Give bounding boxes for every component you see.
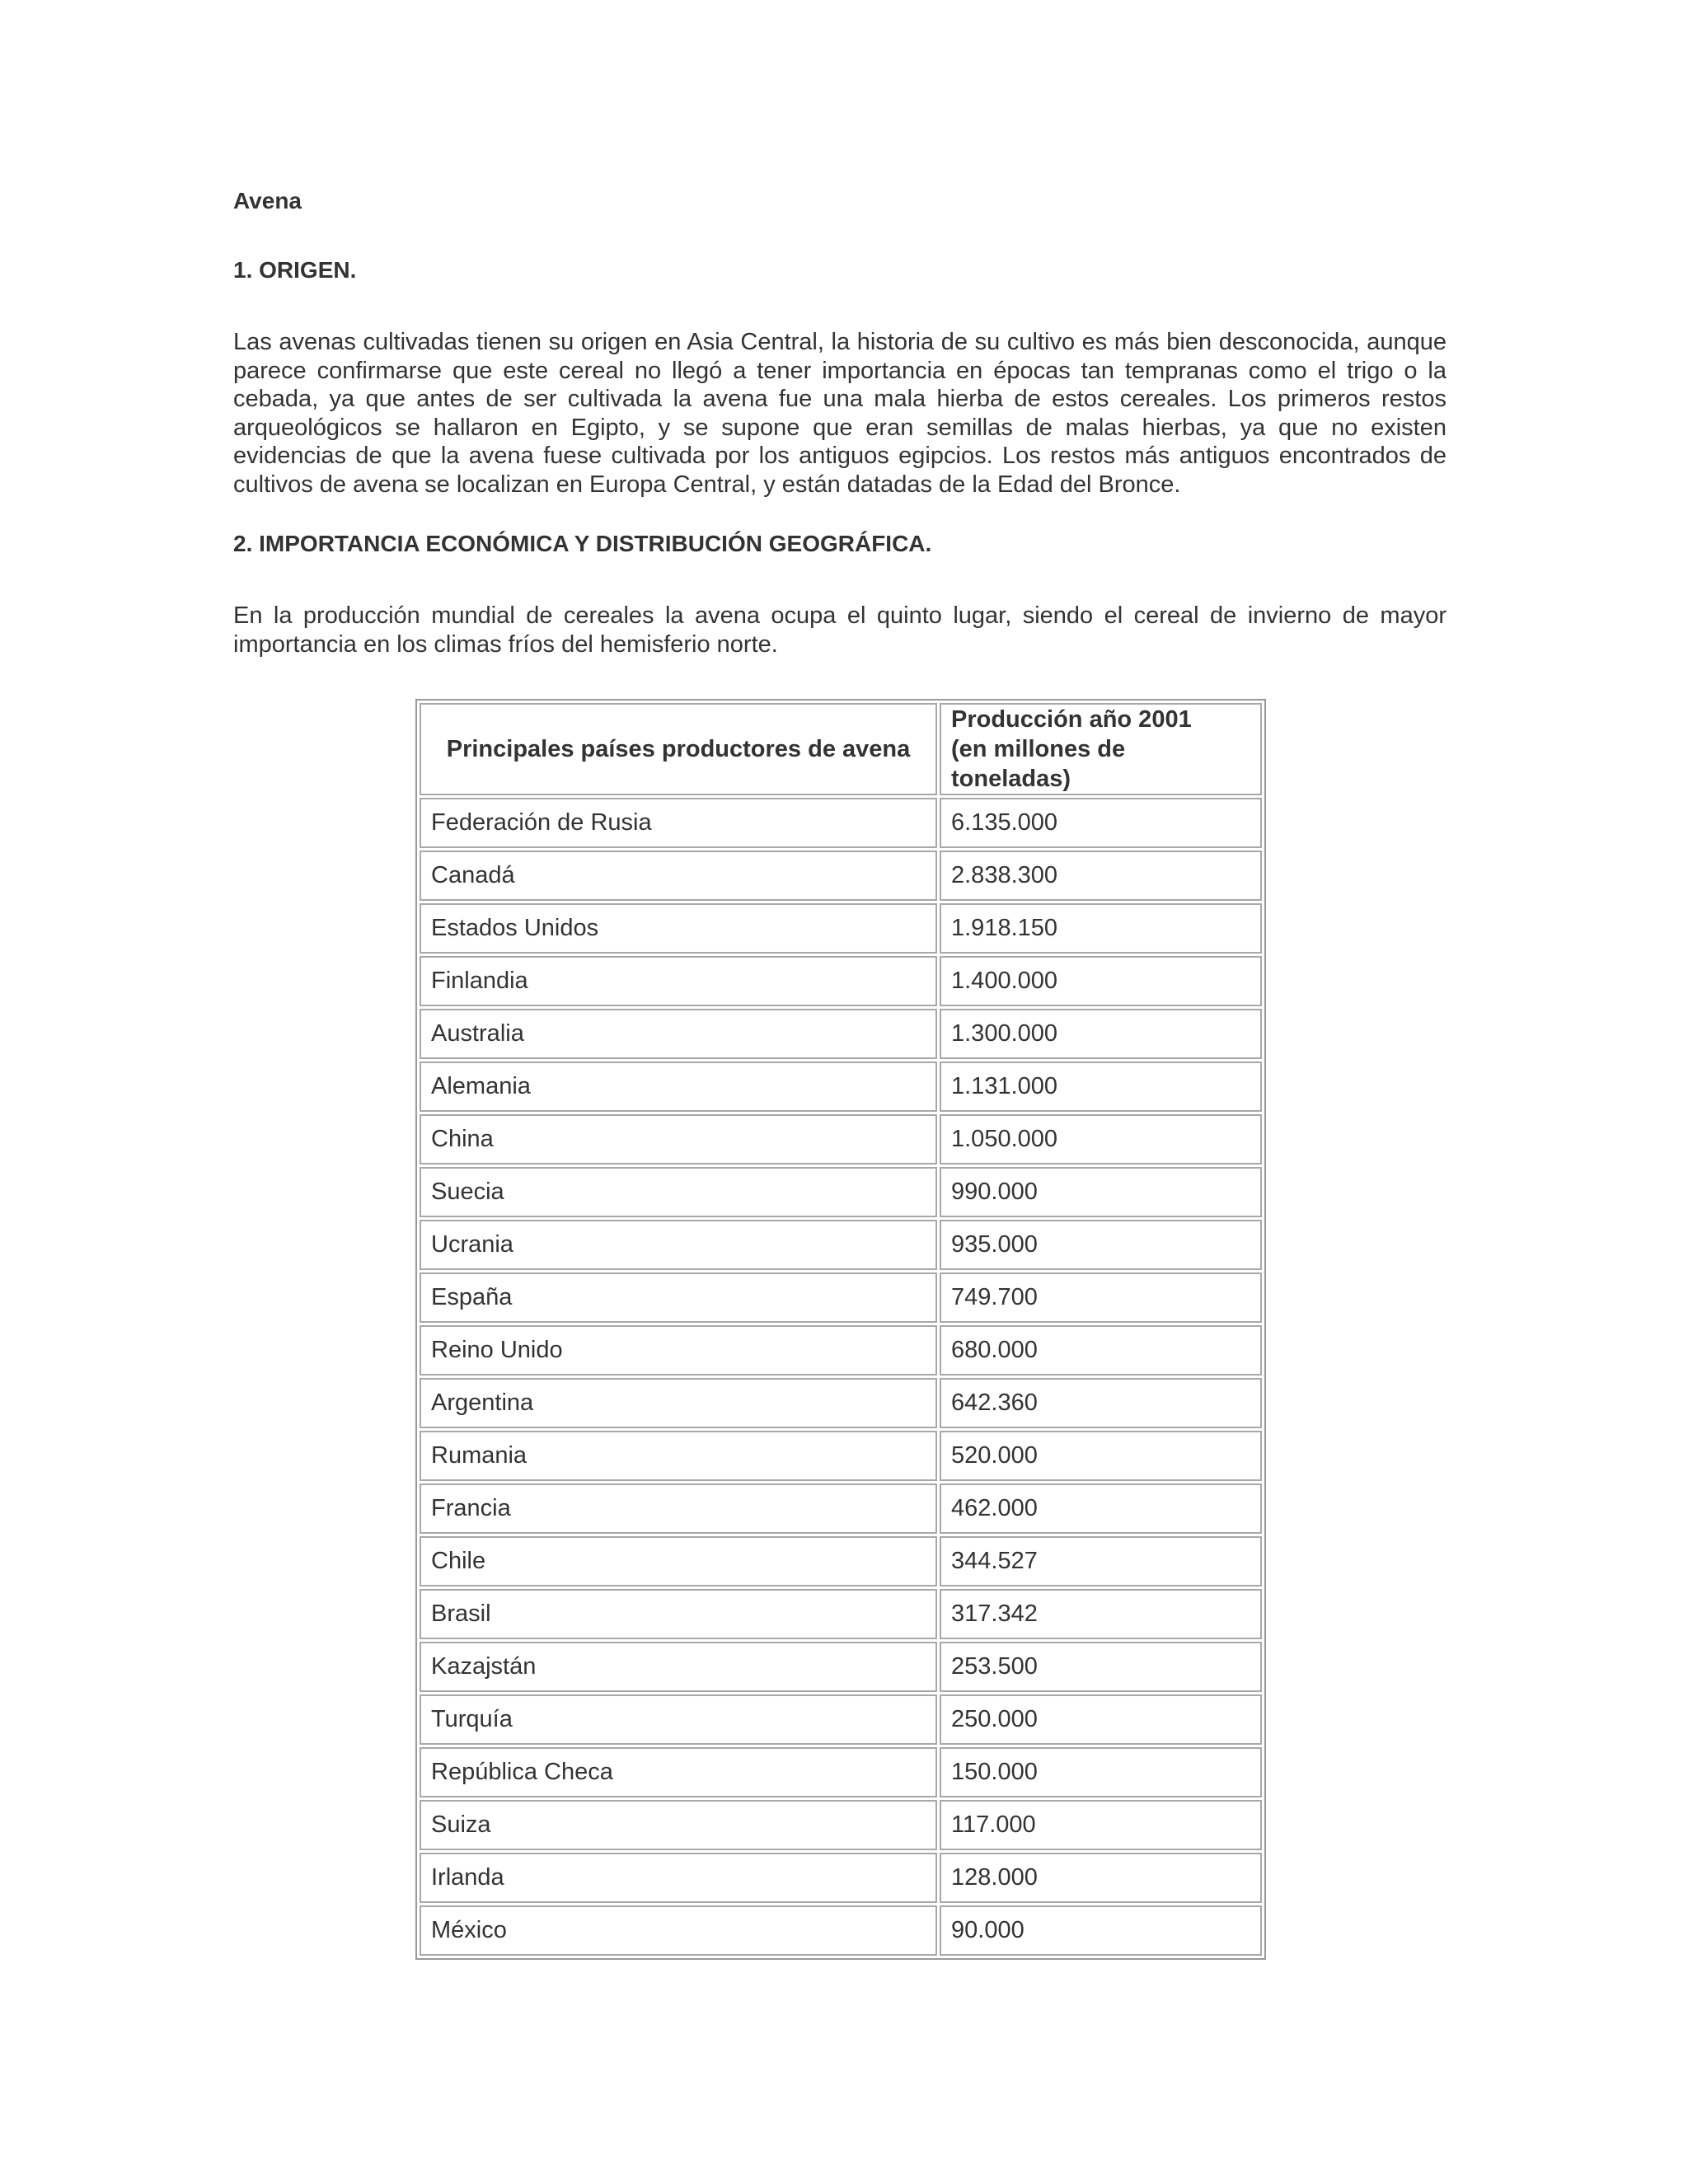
production-cell: 150.000	[940, 1747, 1262, 1797]
production-cell: 253.500	[940, 1642, 1262, 1692]
table-row	[420, 851, 1262, 901]
table-row	[420, 956, 1262, 1006]
production-cell: 6.135.000	[940, 798, 1262, 848]
country-cell: Kazajstán	[420, 1642, 937, 1692]
production-cell: 680.000	[940, 1325, 1262, 1376]
production-cell: 128.000	[940, 1853, 1262, 1903]
production-cell: 2.838.300	[940, 851, 1262, 901]
country-cell: Suiza	[420, 1800, 937, 1850]
header-country: Principales países productores de avena	[420, 703, 937, 795]
country-cell: Alemania	[420, 1062, 937, 1112]
table-row	[420, 903, 1262, 954]
table-row	[420, 1853, 1262, 1903]
table-row	[420, 1325, 1262, 1376]
country-cell: Finlandia	[420, 956, 937, 1006]
table-header-row	[420, 703, 1262, 795]
production-cell: 250.000	[940, 1694, 1262, 1745]
country-cell: Suecia	[420, 1167, 937, 1217]
table-row	[420, 1378, 1262, 1428]
production-cell: 117.000	[940, 1800, 1262, 1850]
country-cell: China	[420, 1114, 937, 1165]
production-cell: 1.300.000	[940, 1009, 1262, 1059]
section-heading-origen: 1. ORIGEN.	[233, 257, 357, 283]
table-row	[420, 1694, 1262, 1745]
country-cell: Irlanda	[420, 1853, 937, 1903]
table-row	[420, 1747, 1262, 1797]
table-row	[420, 1272, 1262, 1323]
production-cell: 1.050.000	[940, 1114, 1262, 1165]
production-cell: 1.131.000	[940, 1062, 1262, 1112]
production-table-container	[415, 699, 1266, 1960]
section-heading-importancia: 2. IMPORTANCIA ECONÓMICA Y DISTRIBUCIÓN GEOGRÁFICA.	[233, 531, 932, 556]
table-row	[420, 1536, 1262, 1586]
country-cell: Chile	[420, 1536, 937, 1586]
country-cell: Federación de Rusia	[420, 798, 937, 848]
table-row	[420, 1642, 1262, 1692]
document-title: Avena	[233, 188, 302, 213]
table-row	[420, 798, 1262, 848]
production-cell: 935.000	[940, 1220, 1262, 1270]
production-cell: 90.000	[940, 1905, 1262, 1956]
production-cell: 749.700	[940, 1272, 1262, 1323]
header-production-line1: Producción año 2001	[951, 706, 1192, 733]
table-row	[420, 1483, 1262, 1534]
country-cell: Reino Unido	[420, 1325, 937, 1376]
paragraph-importancia: En la producción mundial de cereales la avena ocupa el quinto lugar, siendo el cereal de invierno de mayor importancia en los climas fríos del hemisferio norte.	[233, 602, 1447, 658]
production-cell: 462.000	[940, 1483, 1262, 1534]
table-row	[420, 1009, 1262, 1059]
country-cell: Rumania	[420, 1431, 937, 1481]
table-row	[420, 1589, 1262, 1639]
paragraph-origen: Las avenas cultivadas tienen su origen en Asia Central, la historia de su cultivo es más bien desconocida, aunque parece confirmarse que este cereal no llegó a tener importancia en épocas tan tempranas como el trigo o la cebada, ya que antes de ser cultivada la avena fue una mala hierba de estos cereales. Los primeros restos arqueológicos se hallaron en Egipto, y se supone que eran semillas de malas hierbas, ya que no existen evidencias de que la avena fuese cultivada por los antiguos egipcios. Los restos más antiguos encontrados de cultivos de avena se localizan en Europa Central, y están datadas de la Edad del Bronce.	[233, 329, 1447, 498]
country-cell: Brasil	[420, 1589, 937, 1639]
production-cell: 642.360	[940, 1378, 1262, 1428]
country-cell: Australia	[420, 1009, 937, 1059]
country-cell: Estados Unidos	[420, 903, 937, 954]
header-production-line2: (en millones de toneladas)	[951, 736, 1126, 792]
country-cell: Ucrania	[420, 1220, 937, 1270]
table-row	[420, 1905, 1262, 1956]
country-cell: México	[420, 1905, 937, 1956]
production-cell: 344.527	[940, 1536, 1262, 1586]
table-row	[420, 1431, 1262, 1481]
table-row	[420, 1220, 1262, 1270]
table-row	[420, 1167, 1262, 1217]
production-cell: 520.000	[940, 1431, 1262, 1481]
country-cell: Canadá	[420, 851, 937, 901]
country-cell: Francia	[420, 1483, 937, 1534]
country-cell: España	[420, 1272, 937, 1323]
country-cell: Turquía	[420, 1694, 937, 1745]
production-table	[415, 699, 1266, 1960]
table-row	[420, 1800, 1262, 1850]
country-cell: Argentina	[420, 1378, 937, 1428]
production-cell: 990.000	[940, 1167, 1262, 1217]
production-cell: 317.342	[940, 1589, 1262, 1639]
production-cell: 1.400.000	[940, 956, 1262, 1006]
table-row	[420, 1062, 1262, 1112]
country-cell: República Checa	[420, 1747, 937, 1797]
table-row	[420, 1114, 1262, 1165]
production-cell: 1.918.150	[940, 903, 1262, 954]
header-production	[940, 703, 1262, 795]
